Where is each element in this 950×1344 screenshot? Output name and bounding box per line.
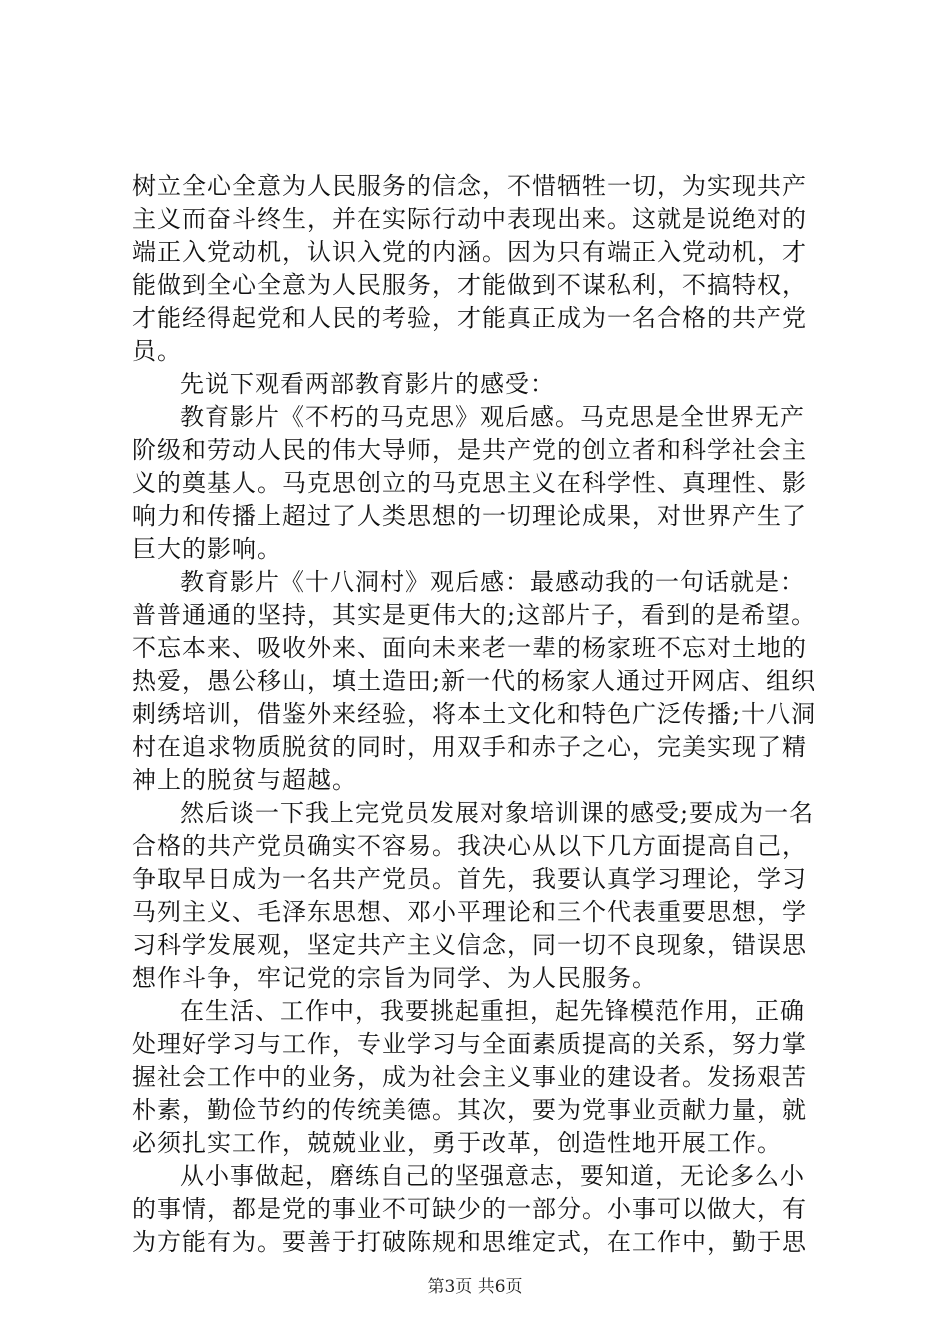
text-line: 村在追求物质脱贫的同时，用双手和赤子之心，完美实现了精 <box>132 733 807 761</box>
text-line: 然后谈一下我上完党员发展对象培训课的感受;要成为一名 <box>180 799 815 827</box>
text-line: 合格的共产党员确实不容易。我决心从以下几方面提高自己， <box>132 832 807 860</box>
text-line: 处理好学习与工作，专业学习与全面素质提高的关系，努力掌 <box>132 1030 807 1058</box>
text-line: 争取早日成为一名共产党员。首先，我要认真学习理论，学习 <box>132 865 807 893</box>
text-line: 马列主义、毛泽东思想、邓小平理论和三个代表重要思想，学 <box>132 898 807 926</box>
text-line: 朴素，勤俭节约的传统美德。其次，要为党事业贡献力量，就 <box>132 1096 807 1124</box>
text-line: 义的奠基人。马克思创立的马克思主义在科学性、真理性、影 <box>132 469 807 497</box>
text-line: 热爱，愚公移山，填土造田;新一代的杨家人通过开网店、组织 <box>132 667 817 695</box>
text-line: 能做到全心全意为人民服务，才能做到不谋私利，不搞特权， <box>132 271 807 299</box>
text-line: 想作斗争，牢记党的宗旨为同学、为人民服务。 <box>132 964 657 992</box>
text-line: 从小事做起，磨练自己的坚强意志，要知道，无论多么小 <box>180 1162 805 1190</box>
text-line: 神上的脱贫与超越。 <box>132 766 357 794</box>
text-line: 习科学发展观，坚定共产主义信念，同一切不良现象，错误思 <box>132 931 807 959</box>
text-line: 握社会工作中的业务，成为社会主义事业的建设者。发扬艰苦 <box>132 1063 807 1091</box>
text-line: 普普通通的坚持，其实是更伟大的;这部片子，看到的是希望。 <box>132 601 817 629</box>
text-line: 主义而奋斗终生，并在实际行动中表现出来。这就是说绝对的 <box>132 205 807 233</box>
text-line: 才能经得起党和人民的考验，才能真正成为一名合格的共产党 <box>132 304 807 332</box>
text-line: 树立全心全意为人民服务的信念，不惜牺牲一切，为实现共产 <box>132 172 807 200</box>
text-line: 教育影片《十八洞村》观后感：最感动我的一句话就是： <box>180 568 805 596</box>
text-line: 教育影片《不朽的马克思》观后感。马克思是全世界无产 <box>180 403 805 431</box>
text-line: 不忘本来、吸收外来、面向未来老一辈的杨家班不忘对土地的 <box>132 634 807 662</box>
text-line: 刺绣培训，借鉴外来经验，将本土文化和特色广泛传播;十八洞 <box>132 700 817 728</box>
text-line: 的事情，都是党的事业不可缺少的一部分。小事可以做大，有 <box>132 1195 807 1223</box>
body-text <box>132 170 822 1259</box>
text-line: 响力和传播上超过了人类思想的一切理论成果，对世界产生了 <box>132 502 807 530</box>
text-line: 为方能有为。要善于打破陈规和思维定式，在工作中，勤于思 <box>132 1228 807 1256</box>
text-line: 端正入党动机，认识入党的内涵。因为只有端正入党动机，才 <box>132 238 807 266</box>
text-line: 巨大的影响。 <box>132 535 282 563</box>
text-line: 在生活、工作中，我要挑起重担，起先锋模范作用，正确 <box>180 997 805 1025</box>
text-line: 员。 <box>132 337 182 365</box>
text-line: 阶级和劳动人民的伟大导师，是共产党的创立者和科学社会主 <box>132 436 807 464</box>
page-footer: 第3页 共6页 <box>427 1277 523 1297</box>
text-line: 先说下观看两部教育影片的感受： <box>180 370 555 398</box>
text-line: 必须扎实工作，兢兢业业，勇于改革，创造性地开展工作。 <box>132 1129 782 1157</box>
